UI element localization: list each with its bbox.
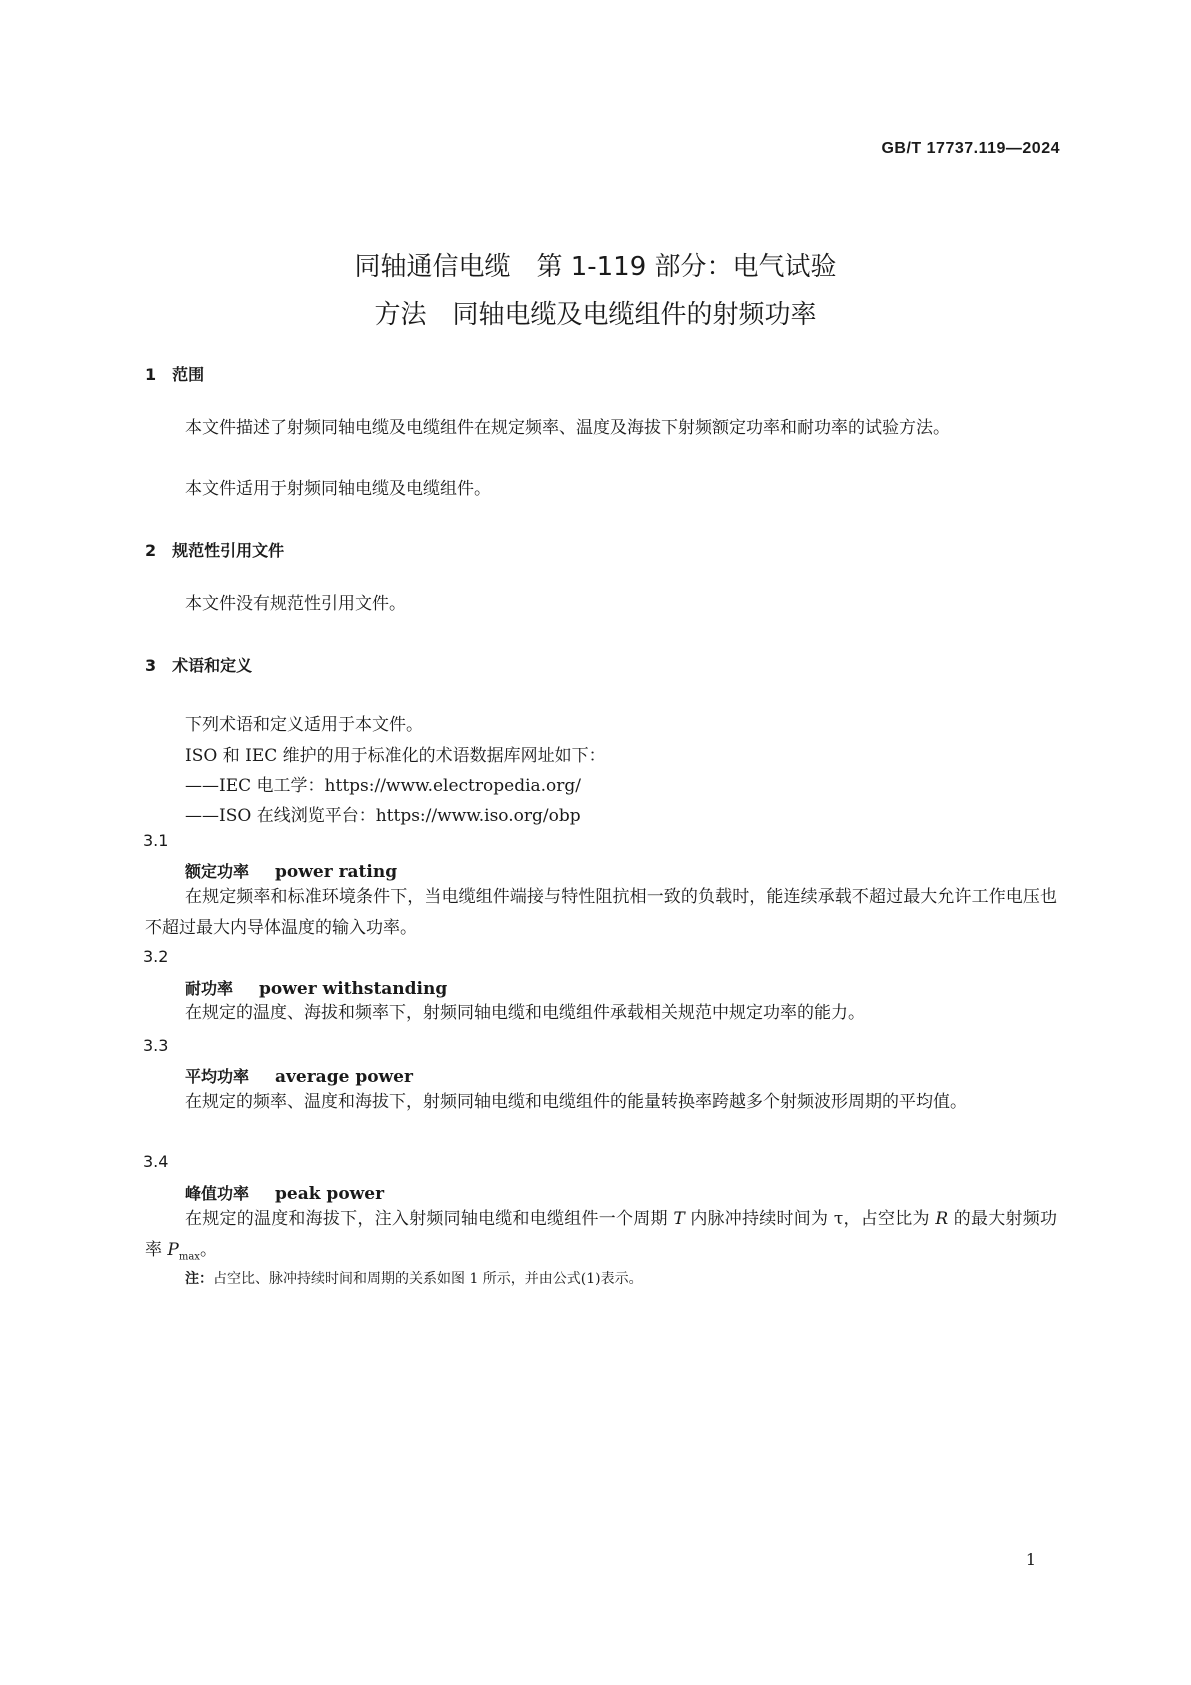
term-en: average power [275,1067,413,1087]
clause-number: 3.1 [143,831,169,850]
term-entry [185,859,397,882]
term-definition [145,1204,1057,1272]
section-1-paragraph-1: 本文件描述了射频同轴电缆及电缆组件在规定频率、温度及海拔下射频额定功率和耐功率的试验方法。 [185,418,950,438]
term-en: power withstanding [259,979,448,999]
def-text: 在规定的温度和海拔下，注入射频同轴电缆和电缆组件一个周期 [185,1209,674,1229]
def-text: 的最大射频功率 [145,1209,1057,1260]
term-en: power rating [275,862,398,882]
symbol-R: R [935,1209,949,1229]
term-entry [185,976,447,999]
symbol-T: T [673,1209,685,1229]
section-2-heading: 2 规范性引用文件 [145,541,285,560]
note-text: 占空比、脉冲持续时间和周期的关系如图 1 所示，并由公式(1)表示。 [213,1271,643,1287]
section-1-heading: 1 范围 [145,365,205,384]
section-3-paragraph-2: ISO 和 IEC 维护的用于标准化的术语数据库网址如下： [185,746,606,766]
term-zh: 额定功率 [185,862,250,881]
symbol-subscript: max [178,1251,200,1263]
section-3-heading: 3 术语和定义 [145,656,253,675]
section-1-paragraph-2: 本文件适用于射频同轴电缆及电缆组件。 [185,479,491,499]
standard-code: GB/T 17737.119—2024 [881,140,1060,157]
link-electropedia[interactable]: ——IEC 电工学：https://www.electropedia.org/ [185,776,582,796]
def-text: 。 [199,1240,217,1260]
clause-number: 3.3 [143,1036,169,1055]
note [185,1268,643,1288]
document-title [0,243,1191,339]
term-definition: 在规定频率和标准环境条件下，当电缆组件端接与特性阻抗相一致的负载时，能连续承载不超过最大允许工作电压也不超过最大内导体温度的输入功率。 [145,887,1057,938]
term-zh: 平均功率 [185,1067,250,1086]
note-label: 注： [185,1271,213,1287]
clause-number: 3.4 [143,1152,169,1171]
term-definition: 在规定的温度、海拔和频率下，射频同轴电缆和电缆组件承载相关规范中规定功率的能力。 [185,1003,865,1023]
section-2-paragraph-1: 本文件没有规范性引用文件。 [185,594,406,614]
link-iso-obp[interactable]: ——ISO 在线浏览平台：https://www.iso.org/obp [185,806,581,826]
term-zh: 峰值功率 [185,1184,250,1203]
title-line-1: 同轴通信电缆 第 1-119 部分：电气试验 [354,252,837,282]
term-definition: 在规定的频率、温度和海拔下，射频同轴电缆和电缆组件的能量转换率跨越多个射频波形周期的平均值。 [185,1092,967,1112]
term-en: peak power [275,1184,385,1204]
def-text: 内脉冲持续时间为 τ，占空比为 [684,1209,936,1229]
page-number: 1 [1025,1550,1036,1569]
title-line-2: 方法 同轴电缆及电缆组件的射频功率 [374,300,817,330]
clause-number: 3.2 [143,947,169,966]
symbol-P: P [167,1240,179,1260]
section-3-paragraph-1: 下列术语和定义适用于本文件。 [185,715,423,735]
term-entry [185,1181,384,1204]
term-zh: 耐功率 [185,979,234,998]
term-entry [185,1064,413,1087]
